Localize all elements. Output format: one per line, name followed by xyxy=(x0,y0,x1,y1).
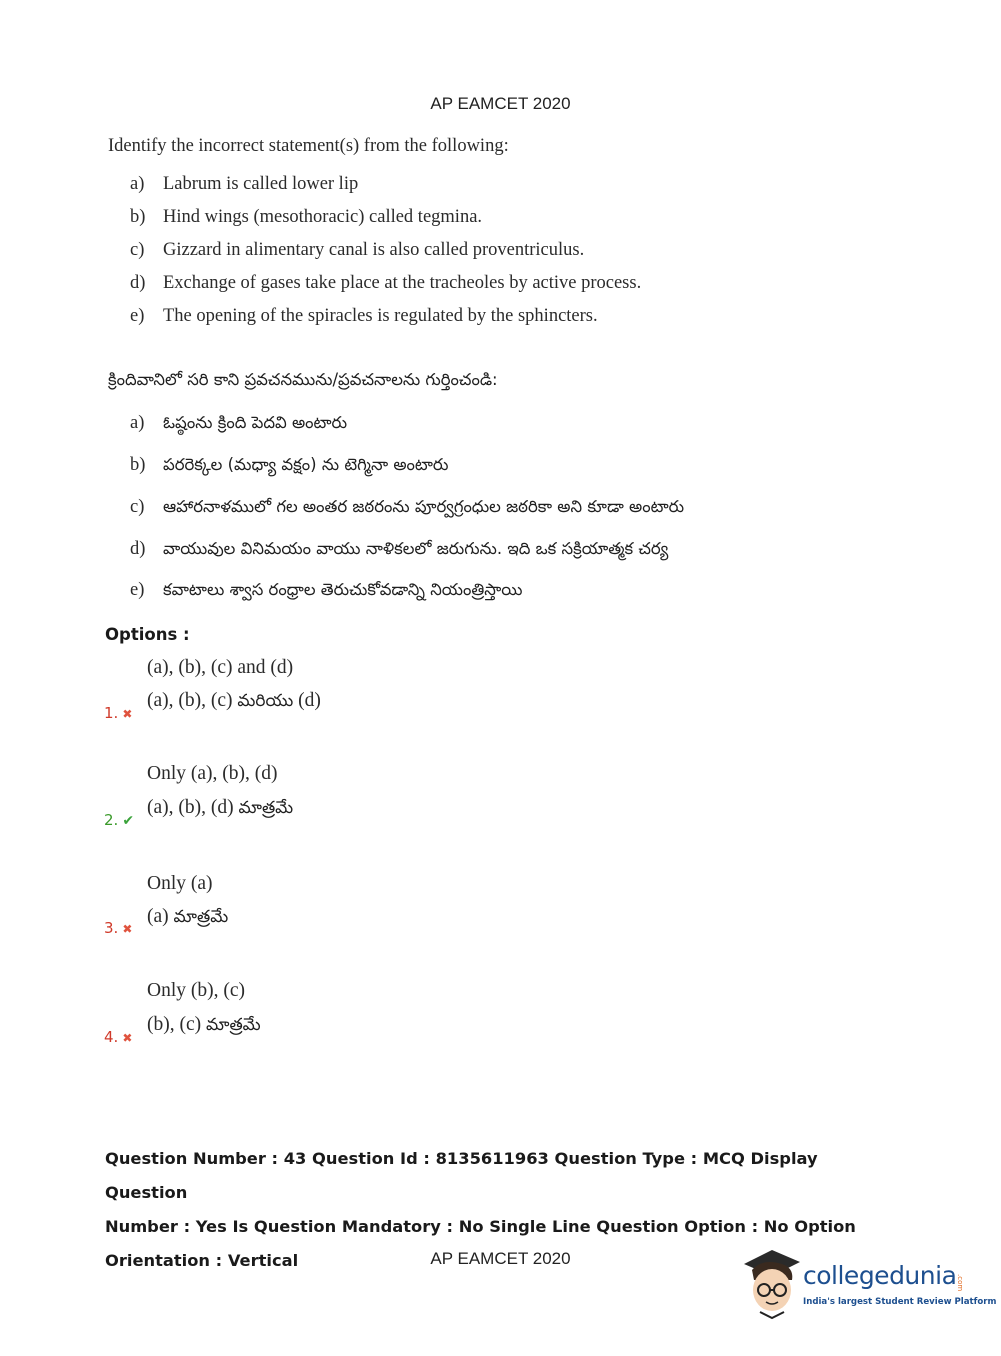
statement-english xyxy=(130,306,598,327)
statement-text: Labrum is called lower lip xyxy=(163,174,359,194)
statement-label: a) xyxy=(130,174,145,194)
statement-label: e) xyxy=(130,580,145,600)
option-number: 4. xyxy=(104,1028,119,1046)
statement-text: Hind wings (mesothoracic) called tegmina. xyxy=(163,207,483,227)
question-stem-telugu: క్రిందివానిలో సరి కాని ప్రవచనమును/ప్రవచనాలను గుర్తించండి: xyxy=(108,370,498,389)
option-te-word: మాత్రమే xyxy=(238,798,294,818)
statement-english xyxy=(130,240,584,261)
statement-label: b) xyxy=(130,455,146,475)
option-1-number[interactable] xyxy=(104,704,132,722)
option-te-word: మరియు xyxy=(237,691,294,711)
statement-text: Gizzard in alimentary canal is also called proventriculus. xyxy=(163,240,585,260)
statement-label: c) xyxy=(130,240,145,260)
page-footer: AP EAMCET 2020 xyxy=(430,1249,571,1268)
statement-text: ఓష్ఠంను క్రింది పెదవి అంటారు xyxy=(163,413,348,432)
statement-telugu xyxy=(130,580,523,603)
cross-icon: ✖ xyxy=(122,1031,133,1045)
option-2-number[interactable] xyxy=(104,811,134,829)
option-te-word: మాత్రమే xyxy=(206,1015,261,1035)
cross-icon: ✖ xyxy=(122,922,133,936)
metadata-line: Orientation : Vertical xyxy=(105,1251,299,1270)
statement-label: a) xyxy=(130,413,145,433)
option-1-english: (a), (b), (c) and (d) xyxy=(147,657,294,678)
statement-telugu xyxy=(130,413,347,436)
option-3-number[interactable] xyxy=(104,919,132,937)
statement-english xyxy=(130,174,358,195)
statement-telugu xyxy=(130,539,668,562)
statement-text: ఆహారనాళములో గల అంతర జఠరంను పూర్వగ్రంధుల జఠరికా అని కూడా అంటారు xyxy=(163,497,685,516)
logo-domain-suffix: .com xyxy=(956,1274,964,1292)
statement-text: పరరెక్కల (మధ్యా వక్షం) ను టెగ్మినా అంటారు xyxy=(163,455,449,474)
option-3-english: Only (a) xyxy=(147,873,213,894)
option-4-telugu xyxy=(147,1014,261,1039)
option-te-word: మాత్రమే xyxy=(173,907,229,927)
statement-text: వాయువుల వినిమయం వాయు నాళికలలో జరుగును. ఇది ఒక సక్రియాత్మక చర్య xyxy=(163,539,669,558)
statement-english xyxy=(130,273,641,294)
page-header: AP EAMCET 2020 xyxy=(430,94,571,113)
logo-wordmark: collegedunia xyxy=(803,1261,957,1290)
option-te-prefix: (a) xyxy=(147,906,169,927)
option-4-english: Only (b), (c) xyxy=(147,980,246,1001)
option-2-english: Only (a), (b), (d) xyxy=(147,763,278,784)
option-number: 1. xyxy=(104,704,119,722)
statement-label: d) xyxy=(130,539,146,559)
metadata-line: Number : Yes Is Question Mandatory : No Single Line Question Option : No Option xyxy=(105,1217,856,1236)
option-te-prefix: (a), (b), (d) xyxy=(147,797,234,818)
option-te-prefix: (b), (c) xyxy=(147,1014,202,1035)
checkmark-icon: ✔ xyxy=(122,813,135,829)
statement-english xyxy=(130,207,482,228)
option-te-prefix: (a), (b), (c) xyxy=(147,690,233,711)
option-4-number[interactable] xyxy=(104,1028,132,1046)
statement-text: The opening of the spiracles is regulated by the sphincters. xyxy=(163,306,598,326)
option-2-telugu xyxy=(147,797,293,822)
option-number: 2. xyxy=(104,811,119,829)
logo-tagline: India's largest Student Review Platform xyxy=(803,1297,997,1307)
option-1-telugu xyxy=(147,690,321,715)
statement-label: d) xyxy=(130,273,146,293)
statement-text: Exchange of gases take place at the tracheoles by active process. xyxy=(163,273,642,293)
statement-label: c) xyxy=(130,497,145,517)
options-heading: Options : xyxy=(105,625,190,644)
question-stem-english: Identify the incorrect statement(s) from the following: xyxy=(108,136,509,156)
statement-telugu xyxy=(130,455,448,478)
option-number: 3. xyxy=(104,919,119,937)
option-3-telugu xyxy=(147,906,228,931)
cross-icon: ✖ xyxy=(122,707,133,721)
statement-text: కవాటాలు శ్వాస రంధ్రాల తెరుచుకోవడాన్ని నియంత్రిస్తాయి xyxy=(163,580,523,599)
statement-telugu xyxy=(130,497,684,520)
statement-label: b) xyxy=(130,207,146,227)
metadata-line: Question Number : 43 Question Id : 8135611963 Question Type : MCQ Display Question xyxy=(105,1149,818,1202)
statement-label: e) xyxy=(130,306,145,326)
option-te-suffix: (d) xyxy=(298,690,321,711)
